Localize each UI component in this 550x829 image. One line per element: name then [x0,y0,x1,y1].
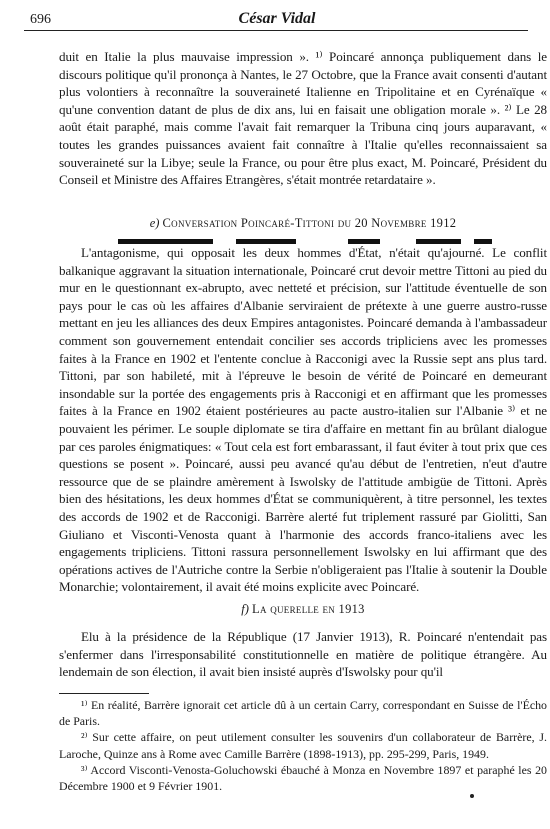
section-title: La querelle en 1913 [252,602,365,616]
section-label: e) [149,216,160,230]
footnote-rule [59,693,149,694]
paragraph: L'antagonisme, qui opposait les deux hommes d'État, n'était qu'ajourné. Le conflit balkanique aggravant la situation internationale, Poincaré crut devoir mettre Tittoni au pied du mur en le questionnant ex-abrupto, avec netteté et précision, sur l'attitude éventuelle de son pays pour le cas où les affaires d'Albanie serviraient de prétexte à une guerre austro-russe mettant en jeu les alliances des deux Empires antagonistes. Poincaré demanda à l'ambassadeur comment son gouvernement entendait concilier ses accords tripliciens avec les promesses faites à la France en 1902 et l'entente conclue à Racconigi avec la Russie sept ans plus tard. Tittoni, par son habileté, mit à l'épreuve le besoin de vérité de Poincaré en demeurant insondable sur la portée des engagements pris à Racconigi et en affirmant que les promesses faites à la France en 1902 étaient postérieures au pacte austro-italien sur l'Albanie ³⁾ et ne pouvaient les périmer. Le souple diplomate se tira d'affaire en mettant fin au brûlant dialogue par ces paroles énigmatiques: « Tout cela est fort embarassant, il faut éviter à tout prix que ces questions se posent ». Poincaré, aussi peu avancé qu'au début de l'entretien, n'eut d'autre ressource que de se plaindre amèrement à Iswolsky de l'attitude ambigüe de Tittoni. Après bien des hésitations, les deux hommes d'État se communiquèrent, à titre personnel, les textes des accords de 1902 et de Racconigi. Barrère alerté fut triplement rassuré par Giolitti, San Giuliano et Visconti-Venosta quant à l'harmonie des accords franco-italiens avec les engagements tripliciens. Tittoni rassura personnellement Iswolsky en lui affirmant que des opérations actives de l'Autriche contre la Serbie n'obligeraient pas l'Italie à soutenir la Double Monarchie; volontairement, il avait été moins explicite avec Poincaré. [59,245,547,595]
page-number: 696 [30,12,51,27]
running-title: César Vidal [238,10,316,27]
section-heading-e [59,216,547,231]
header-rule [24,30,528,31]
footnote: ²⁾ Sur cette affaire, on peut utilement consulter les souvenirs d'un collaborateur de Barrère, J. Laroche, Quinze ans à Rome avec Camille Barrère (1898-1913), pp. 295-299, Paris, 1949. [59,730,547,761]
body-text-top [59,48,547,189]
section-heading-f [59,602,547,617]
footnotes [59,697,547,794]
footnote: ³⁾ Accord Visconti-Venosta-Goluchowski ébauché à Monza en Novembre 1897 et paraphé les 20 Décembre 1900 et 9 Février 1901. [59,762,547,794]
body-text-e [59,244,547,596]
running-header [24,8,530,28]
footnote: ¹⁾ En réalité, Barrère ignorait cet article dû à un certain Carry, correspondant en Suisse de l'Écho de Paris. [59,698,547,729]
section-label: f) [241,602,249,616]
paragraph: duit en Italie la plus mauvaise impression ». ¹⁾ Poincaré annonça publiquement dans le discours politique qu'il prononça à Nantes, le 27 Octobre, que la France avait consenti d'autant plus volontiers à reconnaître la souveraineté Italienne en Tripolitaine et en Cyrénaïque « qu'une convention datant de plus de dix ans, lui en faisait une obligation morale ». ²⁾ Le 28 août était paraphé, mais comme l'avait fait remarquer la Tribuna cinq jours auparavant, « toutes les grandes puissances avaient fait connaître à l'Italie qu'elles reconnaissaient sa souveraineté sur la Libye; seule la France, ou pour être plus exact, M. Poincaré, Président du Conseil et Ministre des Affaires Etrangères, s'était montrée retardataire ». [59,49,547,188]
section-title: Conversation Poincaré-Tittoni du 20 Novembre 1912 [162,216,457,230]
body-text-f [59,628,547,681]
paragraph: Elu à la présidence de la République (17 Janvier 1913), R. Poincaré n'entendait pas s'enfermer dans l'irresponsabilité constitutionnelle en matière de politique étrangère. Au lendemain de son élection, il avait bien insisté auprès d'Iswolsky pour qu'il [59,629,547,680]
ink-dot [470,794,474,798]
